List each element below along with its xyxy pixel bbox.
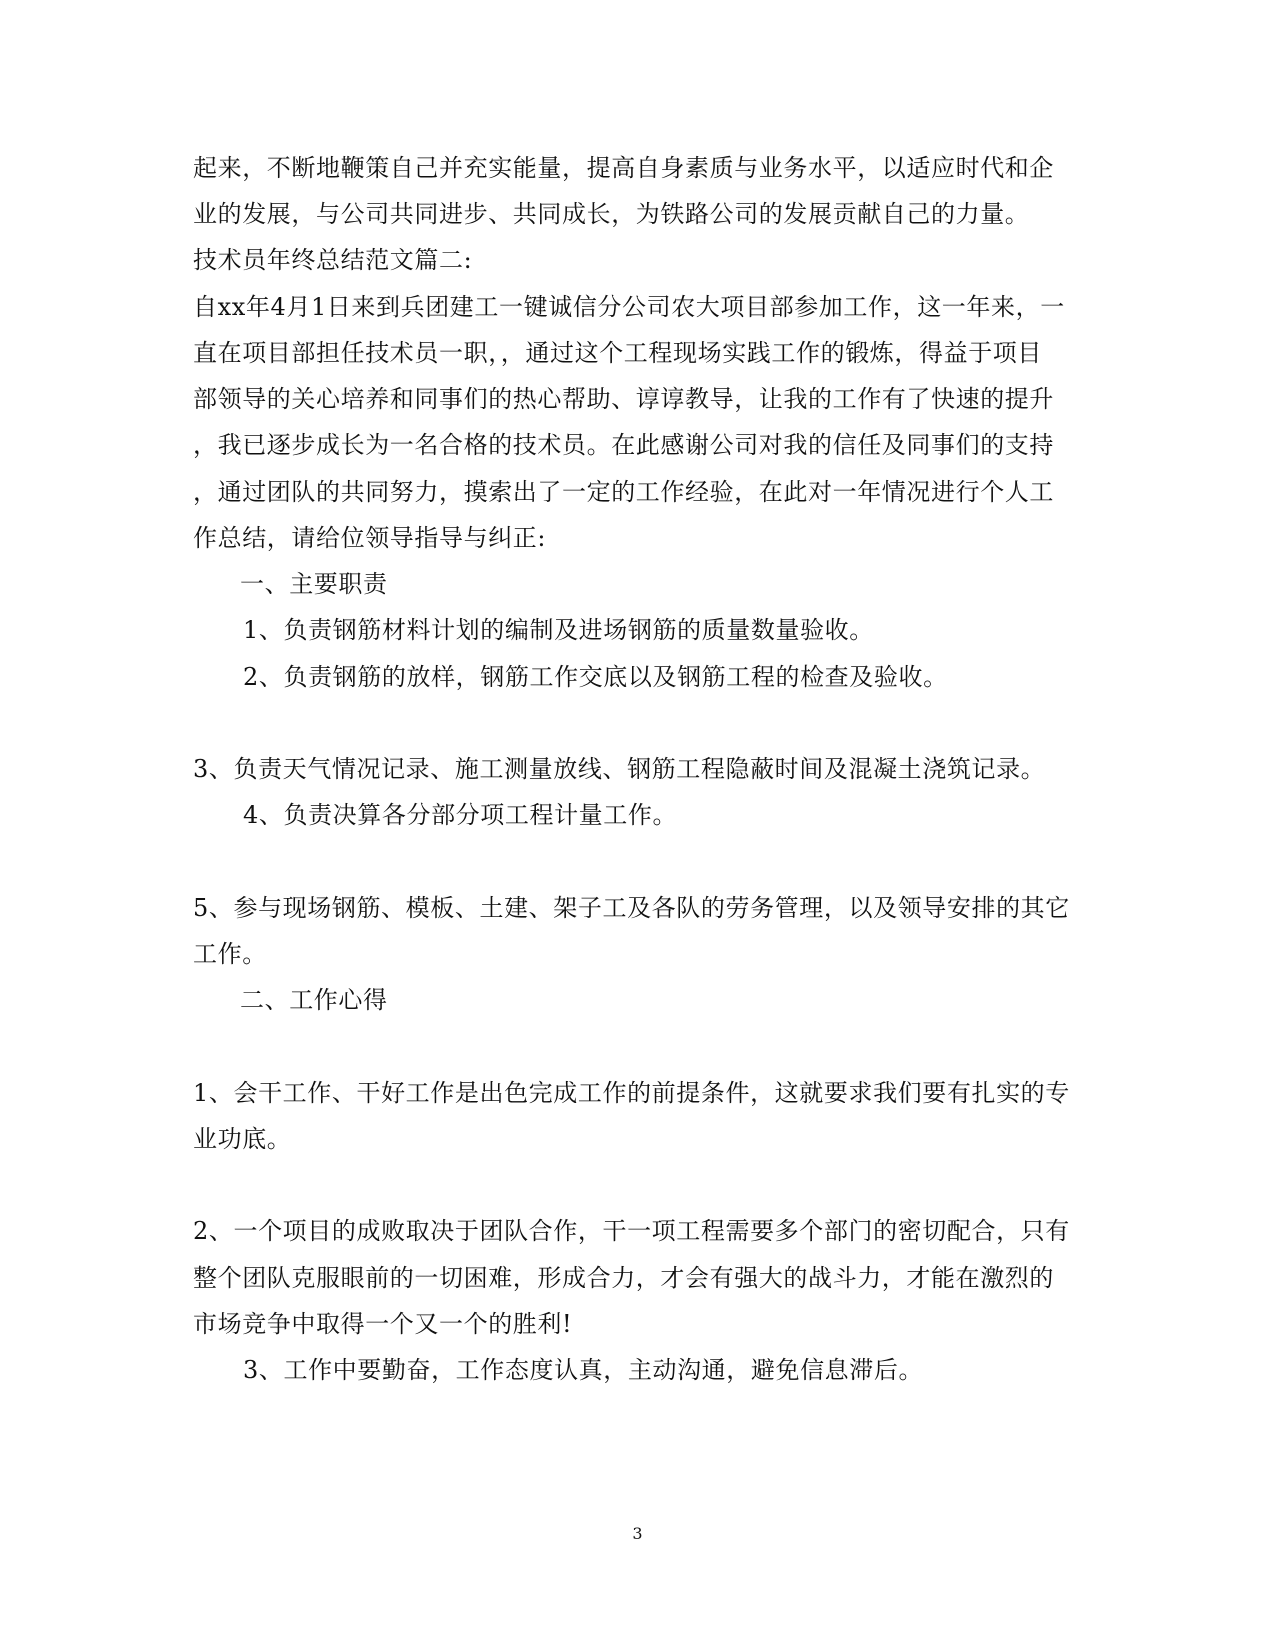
section-heading-article-two: 技术员年终总结范文篇二: xyxy=(193,246,473,274)
duty-item-4: 4、负责决算各分部分项工程计量工作。 xyxy=(243,801,678,829)
duty-item-2: 2、负责钢筋的放样，钢筋工作交底以及钢筋工程的检查及验收。 xyxy=(243,663,948,691)
body-line-2: 业的发展，与公司共同进步、共同成长，为铁路公司的发展贡献自己的力量。 xyxy=(193,200,1030,228)
experience-item-2: 2、一个项目的成败取决于团队合作，干一项工程需要多个部门的密切配合，只有 xyxy=(193,1217,1070,1245)
body-line-7: ，通过团队的共同努力，摸索出了一定的工作经验，在此对一年情况进行个人工 xyxy=(193,478,1054,506)
body-line-3: 自xx年4月1日来到兵团建工一键诚信分公司农大项目部参加工作，这一年来，一 xyxy=(193,293,1065,321)
body-line-5: 部领导的关心培养和同事们的热心帮助、谆谆教导，让我的工作有了快速的提升 xyxy=(193,385,1054,413)
experience-item-1: 1、会干工作、干好工作是出色完成工作的前提条件，这就要求我们要有扎实的专 xyxy=(193,1079,1070,1107)
duty-item-1: 1、负责钢筋材料计划的编制及进场钢筋的质量数量验收。 xyxy=(243,616,874,644)
page-number: 3 xyxy=(632,1524,643,1543)
duty-item-5: 5、参与现场钢筋、模板、土建、架子工及各队的劳务管理，以及领导安排的其它 xyxy=(193,894,1070,922)
body-line-6: ，我已逐步成长为一名合格的技术员。在此感谢公司对我的信任及同事们的支持 xyxy=(193,431,1054,459)
heading-main-duties: 一、主要职责 xyxy=(240,570,388,598)
body-line-4: 直在项目部担任技术员一职，，通过这个工程现场实践工作的锻炼，得益于项目 xyxy=(193,339,1042,367)
experience-item-1-continued: 业功底。 xyxy=(193,1125,292,1153)
heading-work-experience: 二、工作心得 xyxy=(240,986,388,1014)
duty-item-5-continued: 工作。 xyxy=(193,940,267,968)
body-line-8: 作总结，请给位领导指导与纠正: xyxy=(193,524,547,552)
body-line-1: 起来，不断地鞭策自己并充实能量，提高自身素质与业务水平，以适应时代和企 xyxy=(193,154,1054,182)
experience-item-2-line-2: 整个团队克服眼前的一切困难，形成合力，才会有强大的战斗力，才能在激烈的 xyxy=(193,1264,1054,1292)
duty-item-3: 3、负责天气情况记录、施工测量放线、钢筋工程隐蔽时间及混凝土浇筑记录。 xyxy=(193,755,1046,783)
experience-item-2-line-3: 市场竞争中取得一个又一个的胜利! xyxy=(193,1310,573,1338)
experience-item-3: 3、工作中要勤奋，工作态度认真，主动沟通，避免信息滞后。 xyxy=(243,1356,924,1384)
